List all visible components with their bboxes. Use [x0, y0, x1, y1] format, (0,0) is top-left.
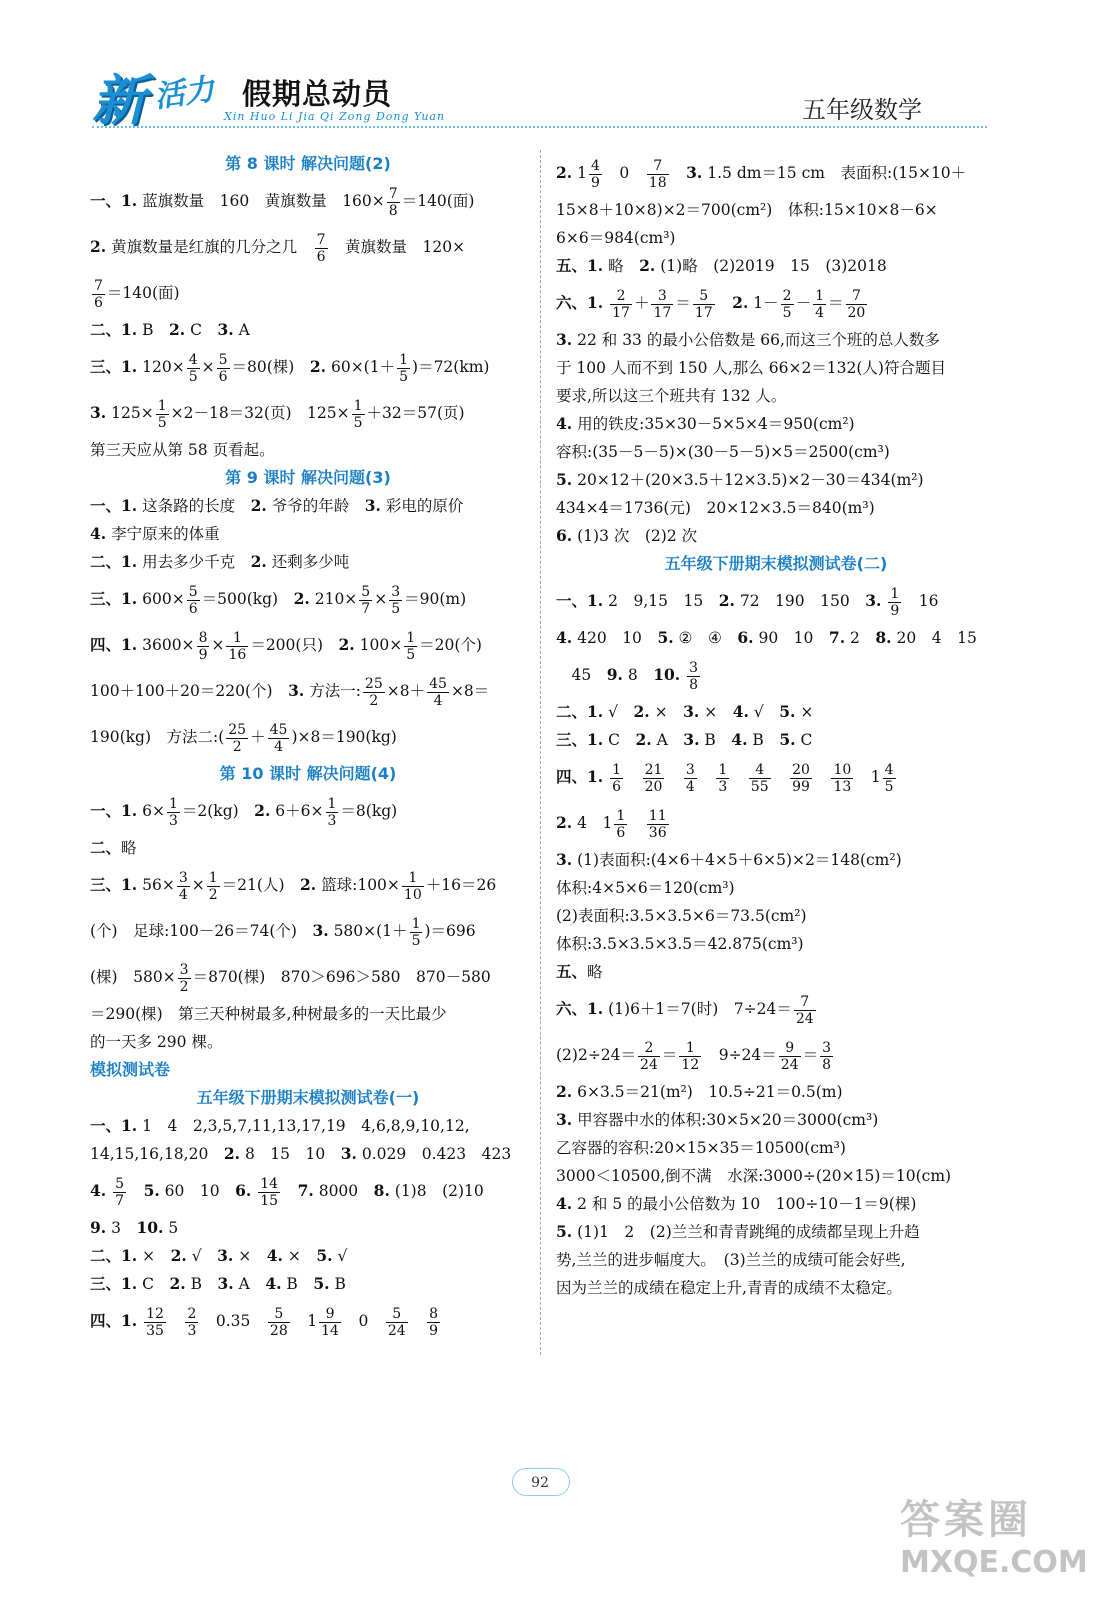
answer-line: (2)表面积:3.5×3.5×6＝73.5(cm²) — [556, 907, 807, 925]
watermark — [900, 1488, 1090, 1598]
logo-title: 假期总动员 — [242, 77, 393, 111]
answer-line: 二、1. B 2. C 3. A — [90, 320, 250, 339]
answer-line: 3000＜10500,倒不满 水深:3000÷(20×15)＝10(cm) — [556, 1167, 952, 1185]
fraction: $\frac{7}{6}$ — [94, 277, 103, 311]
fraction: $\frac{7}{24}$ — [795, 993, 814, 1027]
answer-line: 一、1. 1 4 2,3,5,7,11,13,17,19 4,6,8,9,10,12, — [90, 1116, 470, 1135]
fraction: $\frac{1}{9}$ — [890, 585, 900, 619]
fraction: $\frac{7}{8}$ — [388, 185, 398, 219]
fraction: $\frac{1}{6}$ — [612, 761, 622, 795]
answer-line: 100＋100＋20＝220(个) 3. 方法一: $\frac{25}{2}$ ×8＋ $\frac{45}{4}$ ×8＝ — [90, 675, 490, 709]
section-title: 五年级下册期末模拟测试卷(二) — [664, 554, 888, 573]
fraction: $\frac{11}{36}$ — [648, 807, 667, 841]
answer-line: 六、1. $\frac{2}{17}$ ＋ $\frac{3}{17}$ ＝ $\frac{5}{17}$ 2. 1－ $\frac{2}{5}$ － $\frac{1}{4}$ ＝ $\frac{7}{20}$ — [556, 287, 866, 321]
answer-line: 2. 6×3.5＝21(m²) 10.5÷21＝0.5(m) — [556, 1082, 843, 1101]
answer-line: $\frac{7}{6}$ ＝140(面) — [94, 277, 180, 311]
fraction: $\frac{45}{4}$ — [429, 675, 447, 709]
section-title: 第 10 课时 解决问题(4) — [219, 764, 397, 783]
fraction: $\frac{1}{3}$ — [718, 761, 728, 795]
answer-line: 乙容器的容积:20×15×35＝10500(cm³) — [556, 1139, 846, 1157]
answer-line: ＝290(棵) 第三天种树最多,种树最多的一天比最少 — [90, 1005, 447, 1023]
fraction: $\frac{9}{14}$ — [321, 1305, 339, 1339]
answer-line: 14,15,16,18,20 2. 8 15 10 3. 0.029 0.423 423 — [90, 1144, 512, 1163]
answer-line: 3. 125× $\frac{1}{5}$ ×2－18＝32(页) 125× $\frac{1}{5}$ ＋32＝57(页) — [90, 397, 465, 431]
fraction: $\frac{20}{99}$ — [792, 761, 810, 795]
fraction: $\frac{1}{5}$ — [399, 351, 409, 385]
answer-line: 三、1. C 2. B 3. A 4. B 5. B — [90, 1274, 346, 1293]
answer-line: (2)2÷24＝ $\frac{2}{24}$ ＝ $\frac{1}{12}$ 9÷24＝ $\frac{9}{24}$ ＝ $\frac{3}{8}$ — [556, 1039, 832, 1073]
answer-line: 五、略 — [556, 962, 603, 981]
fraction: $\frac{2}{17}$ — [612, 287, 630, 321]
answer-line: 要求,所以这三个班共有 132 人。 — [556, 387, 787, 405]
answer-line: 二、1. 用去多少千克 2. 还剩多少吨 — [90, 552, 350, 571]
fraction: $\frac{12}{35}$ — [146, 1305, 164, 1339]
fraction: $\frac{4}{55}$ — [750, 761, 769, 795]
fraction: $\frac{7}{20}$ — [847, 287, 866, 321]
left-column — [90, 150, 526, 1344]
fraction: $\frac{3}{4}$ — [178, 869, 188, 903]
section-title: 第 9 课时 解决问题(3) — [225, 468, 391, 487]
answer-line: 15×8＋10×8)×2＝700(cm²) 体积:15×10×8－6× — [556, 201, 938, 219]
answer-line: 体积:3.5×3.5×3.5＝42.875(cm³) — [556, 935, 804, 953]
fraction: $\frac{1}{10}$ — [403, 869, 422, 903]
answer-line: 四、1. $\frac{12}{35}$ $\frac{2}{3}$ 0.35 $\frac{5}{28}$ 1 $\frac{9}{14}$ 0 $\frac{5}{24}$ $\frac{8}{9}$ — [90, 1305, 439, 1339]
answer-line: 四、1. 3600× $\frac{8}{9}$ × $\frac{1}{16}$ ＝200(只) 2. 100× $\frac{1}{5}$ ＝20(个) — [90, 629, 482, 663]
fraction: $\frac{5}{6}$ — [218, 351, 228, 385]
fraction: $\frac{3}{17}$ — [653, 287, 672, 321]
answer-line: 四、1. $\frac{1}{6}$ $\frac{21}{20}$ $\frac{3}{4}$ $\frac{1}{3}$ $\frac{4}{55}$ $\frac{20}{99}$ $\frac{10}{13}$ 1 $\frac{4}{5}$ — [556, 761, 894, 795]
answer-line: 三、1. 120× $\frac{4}{5}$ × $\frac{5}{6}$ ＝80(棵) 2. 60×(1＋ $\frac{1}{5}$ )＝72(km) — [90, 351, 490, 385]
fraction: $\frac{45}{4}$ — [269, 721, 288, 755]
fraction: $\frac{3}{5}$ — [391, 583, 401, 617]
fraction: $\frac{1}{3}$ — [327, 795, 337, 829]
fraction: $\frac{3}{8}$ — [822, 1039, 832, 1073]
answer-line: 一、1. 这条路的长度 2. 爷爷的年龄 3. 彩电的原价 — [90, 496, 464, 515]
answer-line: 三、1. 600× $\frac{5}{6}$ ＝500(kg) 2. 210× $\frac{5}{7}$ × $\frac{3}{5}$ ＝90(m) — [90, 583, 467, 617]
fraction: $\frac{1}{5}$ — [157, 397, 167, 431]
fraction: $\frac{1}{5}$ — [353, 397, 363, 431]
fraction: $\frac{25}{2}$ — [364, 675, 383, 709]
answer-line: 于 100 人而不到 150 人,那么 66×2＝132(人)符合题目 — [556, 359, 946, 377]
fraction: $\frac{1}{16}$ — [228, 629, 247, 663]
answer-line: 5. 20×12＋(20×3.5＋12×3.5)×2－30＝434(m²) — [556, 470, 924, 489]
answer-line: 因为兰兰的成绩在稳定上升,青青的成绩不太稳定。 — [556, 1279, 902, 1297]
answer-line: 4. 420 10 5. ② ④ 6. 90 10 7. 2 8. 20 4 15 — [556, 628, 977, 647]
fraction: $\frac{9}{24}$ — [780, 1039, 799, 1073]
answer-line: 4. 用的铁皮:35×30－5×5×4＝950(cm²) — [556, 414, 855, 433]
fraction: $\frac{7}{6}$ — [316, 231, 326, 265]
fraction: $\frac{4}{9}$ — [590, 157, 600, 191]
fraction: $\frac{1}{6}$ — [616, 807, 626, 841]
section-title: 第 8 课时 解决问题(2) — [225, 154, 391, 173]
answer-line: 六、1. (1)6＋1＝7(时) 7÷24＝ $\frac{7}{24}$ — [556, 993, 814, 1027]
fraction: $\frac{1}{2}$ — [208, 869, 218, 903]
header-divider — [92, 126, 987, 128]
fraction: $\frac{14}{15}$ — [260, 1175, 279, 1209]
right-column — [556, 150, 996, 1302]
answer-line: 二、1. √ 2. × 3. × 4. √ 5. × — [556, 702, 814, 721]
fraction: $\frac{3}{4}$ — [685, 761, 695, 795]
fraction: $\frac{5}{6}$ — [188, 583, 198, 617]
answer-line: 一、1. 6× $\frac{1}{3}$ ＝2(kg) 2. 6＋6× $\frac{1}{3}$ ＝8(kg) — [90, 795, 398, 829]
fraction: $\frac{5}{7}$ — [361, 583, 371, 617]
answer-line: 4. $\frac{5}{7}$ 5. 60 10 6. $\frac{14}{15}$ 7. 8000 8. (1)8 (2)10 — [90, 1175, 484, 1209]
fraction: $\frac{5}{24}$ — [387, 1305, 406, 1339]
answer-line: 190(kg) 方法二:( $\frac{25}{2}$ ＋ $\frac{45}{4}$ )×8＝190(kg) — [90, 721, 397, 755]
fraction: $\frac{1}{4}$ — [815, 287, 824, 321]
answer-line: 2. 1 $\frac{4}{9}$ 0 $\frac{7}{18}$ 3. 1.5 dm＝15 cm 表面积:(15×10＋ — [556, 157, 967, 191]
page-number — [500, 1462, 580, 1502]
fraction: $\frac{5}{17}$ — [694, 287, 713, 321]
answer-line: 体积:4×5×6＝120(cm³) — [556, 879, 735, 897]
answer-line: 五、1. 略 2. (1)略 (2)2019 15 (3)2018 — [556, 256, 887, 275]
answer-line: 3. 甲容器中水的体积:30×5×20＝3000(cm³) — [556, 1110, 879, 1129]
answer-line: 6. (1)3 次 (2)2 次 — [556, 526, 698, 545]
answer-line: 势,兰兰的进步幅度大。 (3)兰兰的成绩可能会好些, — [556, 1251, 906, 1269]
section-title: 模拟测试卷 — [90, 1060, 171, 1079]
fraction: $\frac{3}{8}$ — [689, 659, 699, 693]
answer-line: 4. 李宁原来的体重 — [90, 524, 220, 543]
page-header — [0, 0, 1100, 140]
fraction: $\frac{5}{7}$ — [115, 1175, 125, 1209]
fraction: $\frac{3}{2}$ — [179, 961, 189, 995]
answer-line: 容积:(35－5－5)×(30－5－5)×5＝2500(cm³) — [556, 443, 890, 461]
fraction: $\frac{1}{3}$ — [168, 795, 178, 829]
fraction: $\frac{8}{9}$ — [429, 1305, 439, 1339]
answer-line: 2. 黄旗数量是红旗的几分之几 $\frac{7}{6}$ 黄旗数量 120× — [90, 231, 466, 265]
fraction: $\frac{21}{20}$ — [644, 761, 663, 795]
answer-line: 二、略 — [90, 838, 137, 857]
logo-huoli: 活力 — [152, 71, 217, 115]
answer-line: 一、1. 2 9,15 15 2. 72 190 150 3. $\frac{1}{9}$ 16 — [556, 585, 939, 619]
fraction: $\frac{25}{2}$ — [228, 721, 247, 755]
answer-line: (个) 足球:100－26＝74(个) 3. 580×(1＋ $\frac{1}{5}$ )＝696 — [90, 915, 476, 949]
fraction: $\frac{2}{3}$ — [187, 1305, 197, 1339]
fraction: $\frac{4}{5}$ — [884, 761, 894, 795]
page-number-text: 92 — [531, 1475, 549, 1491]
brand-logo — [92, 58, 446, 132]
fraction: $\frac{1}{5}$ — [411, 915, 421, 949]
answer-line: 5. (1)1 2 (2)兰兰和青青跳绳的成绩都呈现上升趋 — [556, 1222, 920, 1241]
answer-line: 二、1. × 2. √ 3. × 4. × 5. √ — [90, 1246, 348, 1265]
fraction: $\frac{7}{18}$ — [648, 157, 667, 191]
answer-line: 4. 2 和 5 的最小公倍数为 10 100÷10－1＝9(棵) — [556, 1194, 917, 1213]
fraction: $\frac{5}{28}$ — [269, 1305, 288, 1339]
answer-line: 一、1. 蓝旗数量 160 黄旗数量 160× $\frac{7}{8}$ ＝140(面) — [90, 185, 475, 219]
fraction: $\frac{10}{13}$ — [833, 761, 852, 795]
answer-line: 6×6＝984(cm³) — [556, 229, 676, 247]
answer-line: 三、1. C 2. A 3. B 4. B 5. C — [556, 730, 813, 749]
fraction: $\frac{1}{5}$ — [406, 629, 416, 663]
answer-line: 434×4＝1736(元) 20×12×3.5＝840(m³) — [556, 499, 875, 517]
answer-line: 3. 22 和 33 的最小公倍数是 66,而这三个班的总人数多 — [556, 330, 940, 349]
column-divider — [540, 150, 541, 1355]
fraction: $\frac{4}{5}$ — [188, 351, 198, 385]
logo-xin: 新 — [92, 69, 142, 132]
answer-line: 2. 4 1 $\frac{1}{6}$ $\frac{11}{36}$ — [556, 807, 667, 841]
logo-pinyin: Xin Huo Li Jia Qi Zong Dong Yuan — [224, 110, 446, 123]
section-title: 五年级下册期末模拟测试卷(一) — [196, 1088, 420, 1107]
answer-line: 45 9. 8 10. $\frac{3}{8}$ — [556, 659, 699, 693]
fraction: $\frac{1}{12}$ — [681, 1039, 700, 1073]
answer-line: (棵) 580× $\frac{3}{2}$ ＝870(棵) 870＞696＞580 870－580 — [90, 961, 491, 995]
grade-subject: 五年级数学 — [802, 96, 922, 124]
answer-line: 三、1. 56× $\frac{3}{4}$ × $\frac{1}{2}$ ＝21(人) 2. 篮球:100× $\frac{1}{10}$ ＋16＝26 — [90, 869, 497, 903]
answer-line: 的一天多 290 棵。 — [90, 1033, 223, 1051]
answer-line: 第三天应从第 58 页看起。 — [90, 441, 275, 459]
fraction: $\frac{2}{24}$ — [640, 1039, 658, 1073]
answer-line: 3. (1)表面积:(4×6＋4×5＋6×5)×2＝148(cm²) — [556, 850, 902, 869]
fraction: $\frac{2}{5}$ — [782, 287, 792, 321]
watermark-cn: 答案圈 — [900, 1497, 1032, 1543]
answer-line: 9. 3 10. 5 — [90, 1218, 179, 1237]
watermark-url: MXQE.COM — [900, 1545, 1088, 1580]
fraction: $\frac{8}{9}$ — [198, 629, 208, 663]
